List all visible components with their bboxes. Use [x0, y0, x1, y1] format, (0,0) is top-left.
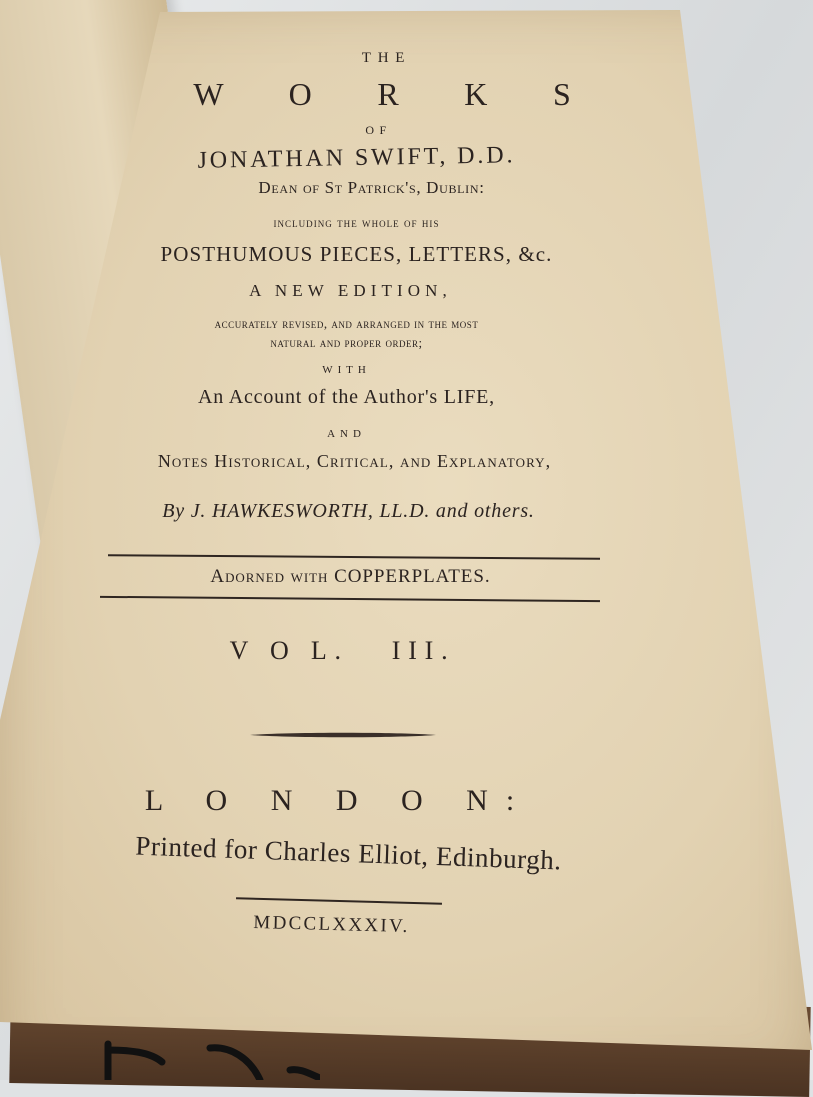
by-line: By J. HAWKESWORTH, LL.D. and others. — [162, 500, 535, 522]
of-label: OF — [365, 123, 392, 137]
volume-line: V O L. III. — [229, 636, 456, 665]
revised-line-2: natural and proper order; — [270, 335, 423, 350]
place-line: L O N D O N: — [144, 784, 533, 817]
and-label: AND — [327, 428, 366, 440]
marker-scribble — [100, 1040, 320, 1080]
posthumous-line: POSTHUMOUS PIECES, LETTERS, &c. — [160, 242, 553, 266]
account-line: An Account of the Author's LIFE, — [198, 386, 495, 408]
with-label: WITH — [322, 364, 371, 376]
revised-line-1: accurately revised, and arranged in the most — [214, 316, 479, 331]
adorned-line: Adorned with COPPERPLATES. — [210, 566, 491, 587]
the-label: THE — [361, 50, 412, 66]
year-line: MDCCLXXXIV. — [253, 911, 410, 938]
including-line: including the whole of his — [273, 215, 440, 230]
works-heading: W O R K S — [193, 76, 600, 112]
author-name: JONATHAN SWIFT, D.D. — [197, 142, 516, 174]
ornament-divider — [250, 730, 436, 740]
author-title: Dean of St Patrick's, Dublin: — [258, 178, 485, 197]
printed-line: Printed for Charles Elliot, Edinburgh. — [134, 830, 563, 876]
notes-line: Notes Historical, Critical, and Explanatory, — [157, 451, 552, 471]
edition-line: A NEW EDITION, — [249, 281, 452, 300]
